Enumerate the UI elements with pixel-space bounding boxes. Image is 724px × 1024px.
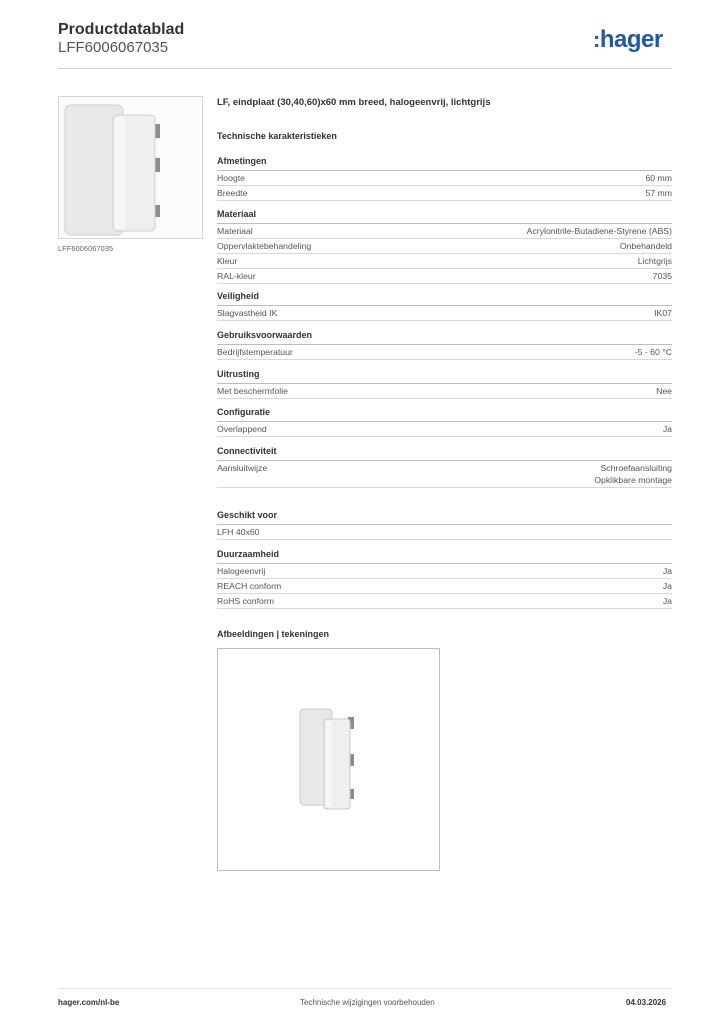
section-title: Connectiviteit [217,446,672,461]
product-image [217,648,440,871]
section-uitrusting [217,369,672,399]
spec-label: Overlappend [217,424,267,434]
images-heading: Afbeeldingen | tekeningen [217,629,330,639]
spec-value: Acrylonitrile-Butadiene-Styrene (ABS) [526,226,672,236]
section-title: Geschikt voor [217,510,672,525]
section-duurzaamheid [217,549,672,609]
spec-value: Nee [656,386,672,396]
spec-row [217,345,672,360]
section-materiaal [217,209,672,284]
spec-value: 7035 [652,271,672,281]
spec-value-line: Opklikbare montage [594,475,672,485]
product-reference: LFF6006067035 [58,39,169,56]
spec-row [217,239,672,254]
spec-row [217,422,672,437]
spec-label: Kleur [217,256,238,266]
spec-label: Bedrijfstemperatuur [217,347,293,357]
logo-dots-icon: : [593,27,600,52]
product-thumbnail [58,96,203,239]
footer-note: Technische wijzigingen voorbehouden [300,998,435,1007]
section-title: Duurzaamheid [217,549,672,564]
spec-label: LFH 40x60 [217,527,260,537]
spec-label: Breedte [217,188,248,198]
product-title: LF, eindplaat (30,40,60)x60 mm breed, halogeenvrij, lichtgrijs [217,97,491,108]
spec-row [217,579,672,594]
spec-value [594,462,672,486]
spec-value: 60 mm [645,173,672,183]
spec-label: Materiaal [217,226,253,236]
section-title: Uitrusting [217,369,672,384]
spec-row [217,224,672,239]
tech-heading: Technische karakteristieken [217,131,337,141]
spec-row [217,384,672,399]
spec-value-line: Schroefaansluiting [600,463,672,473]
spec-value: Ja [662,581,672,591]
spec-value: Ja [662,424,672,434]
section-title: Veiligheid [217,291,672,306]
spec-row [217,269,672,284]
spec-label: RAL-kleur [217,271,256,281]
brand-logo [593,26,663,54]
header-divider [58,68,672,69]
spec-row [217,594,672,609]
spec-value: -5 - 60 °C [634,347,672,357]
page-title: Productdatablad [58,21,185,38]
spec-value: IK07 [654,308,672,318]
section-geschikt-voor [217,510,672,540]
end-cap-thumbnail-icon [59,97,202,238]
spec-label: Met beschermfolie [217,386,288,396]
spec-label: Oppervlaktebehandeling [217,241,312,251]
spec-value: Ja [662,596,672,606]
thumbnail-caption: LFF6006067035 [58,244,114,253]
spec-label: REACH conform [217,581,282,591]
spec-row [217,186,672,201]
section-title: Configuratie [217,407,672,422]
spec-row [217,171,672,186]
footer-divider [58,988,672,989]
footer-website-link[interactable]: hager.com/nl-be [58,998,120,1007]
section-title: Gebruiksvoorwaarden [217,330,672,345]
spec-value: Onbehandeld [619,241,672,251]
spec-value: 57 mm [645,188,672,198]
spec-row [217,461,672,488]
spec-label: RoHS conform [217,596,274,606]
spec-value: Ja [662,566,672,576]
end-cap-drawing-icon [218,649,439,870]
spec-label: Slagvastheid IK [217,308,278,318]
spec-value: Lichtgrijs [637,256,672,266]
section-configuratie [217,407,672,437]
spec-label: Aansluitwijze [217,463,268,473]
section-afmetingen [217,156,672,201]
spec-row [217,254,672,269]
section-title: Afmetingen [217,156,672,171]
spec-label: Hoogte [217,173,246,183]
section-title: Materiaal [217,209,672,224]
section-gebruiksvoorwaarden [217,330,672,360]
section-connectiviteit [217,446,672,488]
spec-row [217,306,672,321]
footer-date: 04.03.2026 [626,998,667,1007]
spec-row [217,564,672,579]
section-veiligheid [217,291,672,321]
logo-text: hager [599,26,663,53]
spec-label: Halogeenvrij [217,566,266,576]
spec-row [217,525,672,540]
